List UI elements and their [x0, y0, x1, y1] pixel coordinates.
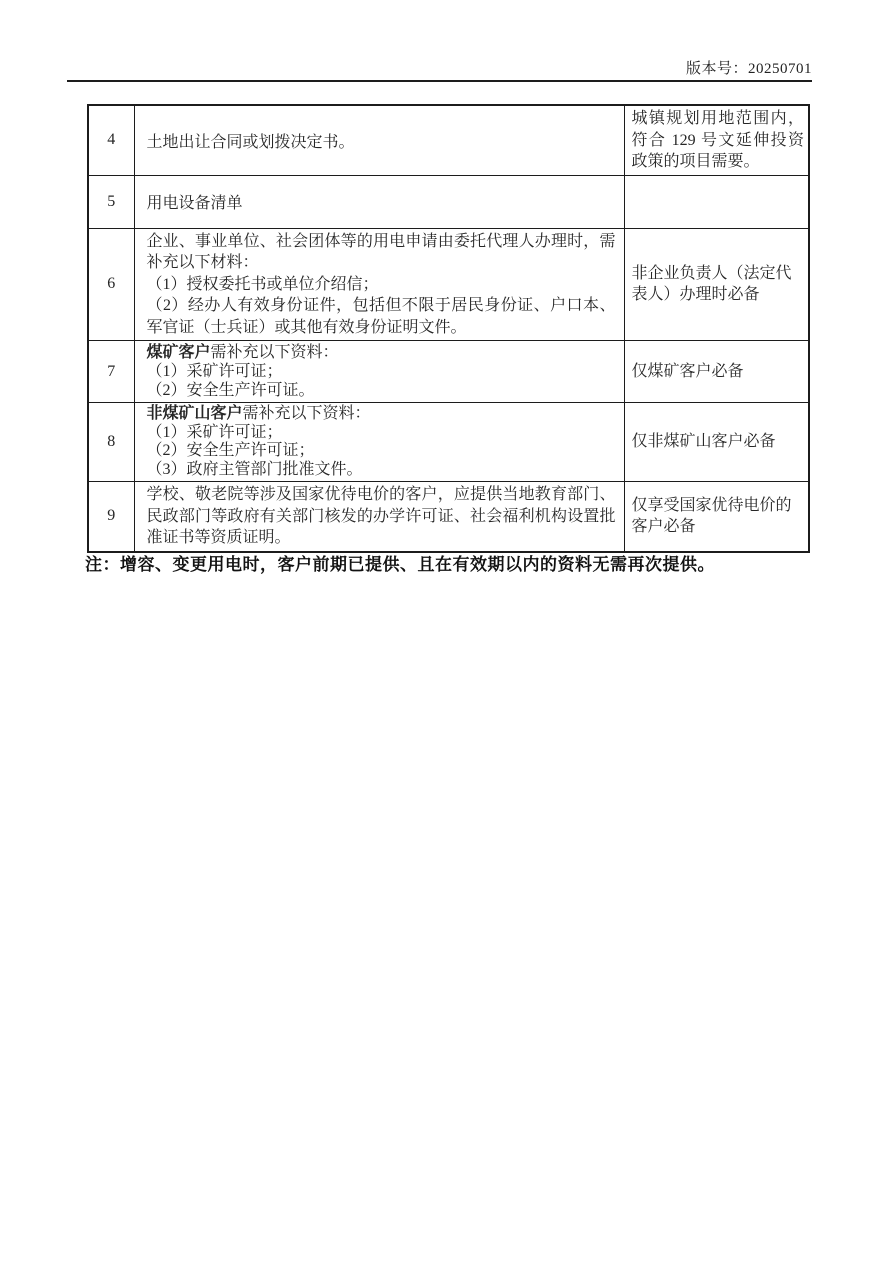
row-8-number-cell: 8 — [88, 403, 134, 482]
table-row — [88, 175, 809, 228]
version-label: 版本号：20250701 — [685, 61, 812, 77]
remark-text: 非企业负责人（法定代表人）办理时必备 — [631, 264, 792, 304]
paragraph-text: （1）采矿许可证； — [146, 423, 283, 441]
paragraph-text: 土地出让合同或划拨决定书。 — [146, 133, 355, 151]
row-7-content-cell — [134, 341, 624, 403]
row-8-remark-cell — [624, 403, 809, 482]
paragraph — [147, 129, 616, 152]
row-9-content-cell — [134, 482, 624, 552]
paragraph — [147, 231, 616, 274]
table-row — [88, 228, 809, 341]
paragraph — [147, 484, 616, 549]
paragraph-text: 需补充以下资料： — [210, 344, 339, 361]
paragraph — [147, 405, 616, 424]
paragraph — [147, 424, 616, 443]
table-row — [88, 482, 809, 552]
paragraph — [147, 461, 616, 480]
remark-text: 仅非煤矿山客户必备 — [631, 433, 776, 451]
row-7-number-cell: 7 — [88, 341, 134, 403]
remark-text: 仅享受国家优待电价的客户必备 — [631, 496, 792, 536]
paragraph — [147, 274, 616, 296]
bold-lead-text: 煤矿客户 — [146, 344, 211, 361]
paragraph — [147, 362, 616, 381]
row-4-content-cell — [134, 105, 624, 175]
materials-table — [87, 104, 810, 553]
footnote-text: 注：增容、变更用电时，客户前期已提供、且在有效期以内的资料无需再次提供。 — [85, 555, 715, 574]
paragraph — [147, 295, 616, 338]
row-6-content-cell — [134, 228, 624, 341]
paragraph-text: 学校、敬老院等涉及国家优待电价的客户，应提供当地教育部门、民政部门等政府有关部门核发的办学许可证、社会福利机构设置批准证书等资质证明。 — [146, 486, 616, 546]
paragraph-text: （2）安全生产许可证。 — [146, 382, 315, 399]
row-5-content-cell — [134, 175, 624, 228]
remark-text: 城镇规划用地范围内，符合 129 号文延伸投资政策的项目需要。 — [631, 110, 804, 170]
row-6-remark-cell — [624, 228, 809, 341]
paragraph-text: （2）经办人有效身份证件，包括但不限于居民身份证、户口本、军官证（士兵证）或其他有效身份证明文件。 — [146, 297, 616, 336]
header-divider — [67, 80, 812, 82]
row-5-remark-cell — [624, 175, 809, 228]
table-row — [88, 341, 809, 403]
row-7-remark-cell — [624, 341, 809, 403]
row-5-number-cell: 5 — [88, 175, 134, 228]
paragraph — [147, 190, 616, 213]
row-9-remark-cell — [624, 482, 809, 552]
paragraph-text: （1）采矿许可证； — [146, 363, 283, 380]
paragraph — [147, 442, 616, 461]
paragraph-text: 用电设备清单 — [146, 195, 243, 212]
paragraph-text: （1）授权委托书或单位介绍信； — [146, 275, 379, 293]
row-4-number-cell: 4 — [88, 105, 134, 175]
row-4-remark-cell — [624, 105, 809, 175]
table-row — [88, 105, 809, 175]
paragraph-text: 企业、事业单位、社会团体等的用电申请由委托代理人办理时，需补充以下材料： — [146, 232, 616, 271]
row-8-content-cell — [134, 403, 624, 482]
paragraph-text: 需补充以下资料： — [242, 405, 371, 422]
row-9-number-cell: 9 — [88, 482, 134, 552]
row-6-number-cell: 6 — [88, 228, 134, 341]
bold-lead-text: 非煤矿山客户 — [146, 405, 243, 422]
paragraph — [147, 343, 616, 362]
table-row — [88, 403, 809, 482]
paragraph-text: （2）安全生产许可证； — [146, 442, 315, 459]
paragraph — [147, 381, 616, 400]
paragraph-text: （3）政府主管部门批准文件。 — [146, 460, 363, 478]
remark-text: 仅煤矿客户必备 — [631, 362, 744, 380]
